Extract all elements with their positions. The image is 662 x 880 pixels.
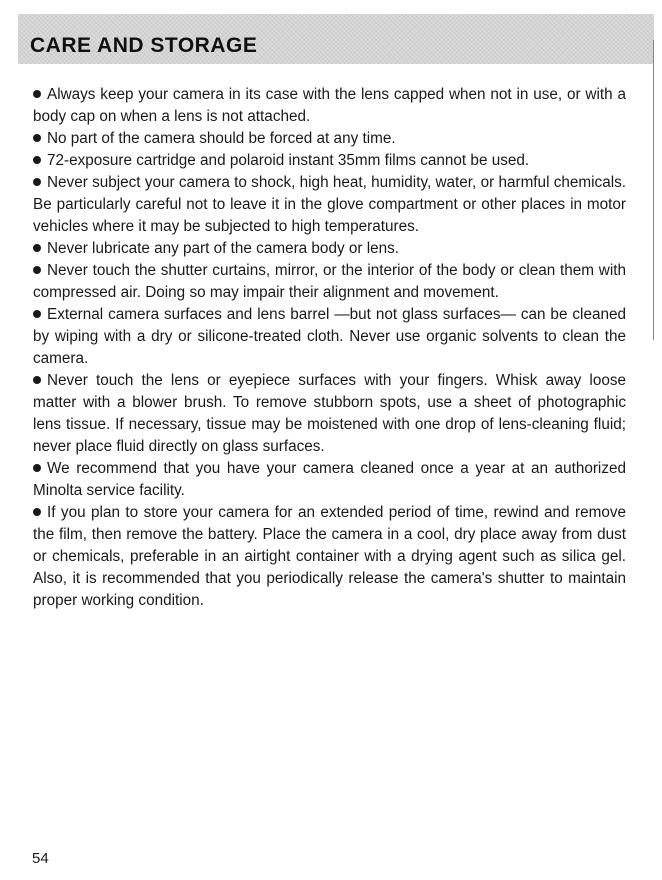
list-item: [33, 238, 626, 260]
list-item: [33, 370, 626, 458]
bullet-icon: [33, 266, 41, 274]
list-item-text: Always keep your camera in its case with the lens capped when not in use, or with a body cap on when a lens is not attached.: [33, 86, 626, 125]
list-item-text: We recommend that you have your camera cleaned once a year at an authorized Minolta service facility.: [33, 460, 626, 499]
bullet-icon: [33, 90, 41, 98]
list-item-text: No part of the camera should be forced at any time.: [47, 130, 396, 147]
page-number: 54: [32, 850, 49, 867]
bullet-icon: [33, 310, 41, 318]
list-item: [33, 84, 626, 128]
care-instructions-list: [33, 84, 626, 612]
list-item: [33, 172, 626, 238]
bullet-icon: [33, 508, 41, 516]
list-item-text: External camera surfaces and lens barrel —but not glass surfaces— can be cleaned by wiping with a dry or silicone-treated cloth. Never use organic solvents to clean the camera.: [33, 306, 626, 367]
list-item: [33, 128, 626, 150]
bullet-icon: [33, 464, 41, 472]
list-item: [33, 150, 626, 172]
bullet-icon: [33, 156, 41, 164]
list-item-text: Never lubricate any part of the camera body or lens.: [47, 240, 400, 257]
list-item: [33, 502, 626, 612]
bullet-icon: [33, 376, 41, 384]
page-title: CARE AND STORAGE: [30, 34, 258, 57]
list-item-text: Never touch the shutter curtains, mirror, or the interior of the body or clean them with compressed air. Doing so may impair their alignment and movement.: [33, 262, 626, 301]
list-item: [33, 260, 626, 304]
list-item-text: Never touch the lens or eyepiece surfaces with your fingers. Whisk away loose matter with a blower brush. To remove stubborn spots, use a sheet of photographic lens tissue. If necessary, tissue may be moistened with one drop of lens-cleaning fluid; never place fluid directly on glass surfaces.: [33, 372, 626, 455]
bullet-icon: [33, 178, 41, 186]
list-item: [33, 458, 626, 502]
bullet-icon: [33, 244, 41, 252]
list-item: [33, 304, 626, 370]
bullet-icon: [33, 134, 41, 142]
list-item-text: If you plan to store your camera for an extended period of time, rewind and remove the film, then remove the battery. Place the camera in a cool, dry place away from dust or chemicals, preferable in an airtight container with a drying agent such as silica gel. Also, it is recommended that you periodically release the camera's shutter to maintain proper working condition.: [33, 504, 626, 609]
list-item-text: Never subject your camera to shock, high heat, humidity, water, or harmful chemicals. Be particularly careful not to leave it in the glove compartment or other places in motor vehicles where it may be subjected to high temperatures.: [33, 174, 626, 235]
list-item-text: 72-exposure cartridge and polaroid instant 35mm films cannot be used.: [47, 152, 530, 169]
margin-rule: [653, 40, 654, 340]
